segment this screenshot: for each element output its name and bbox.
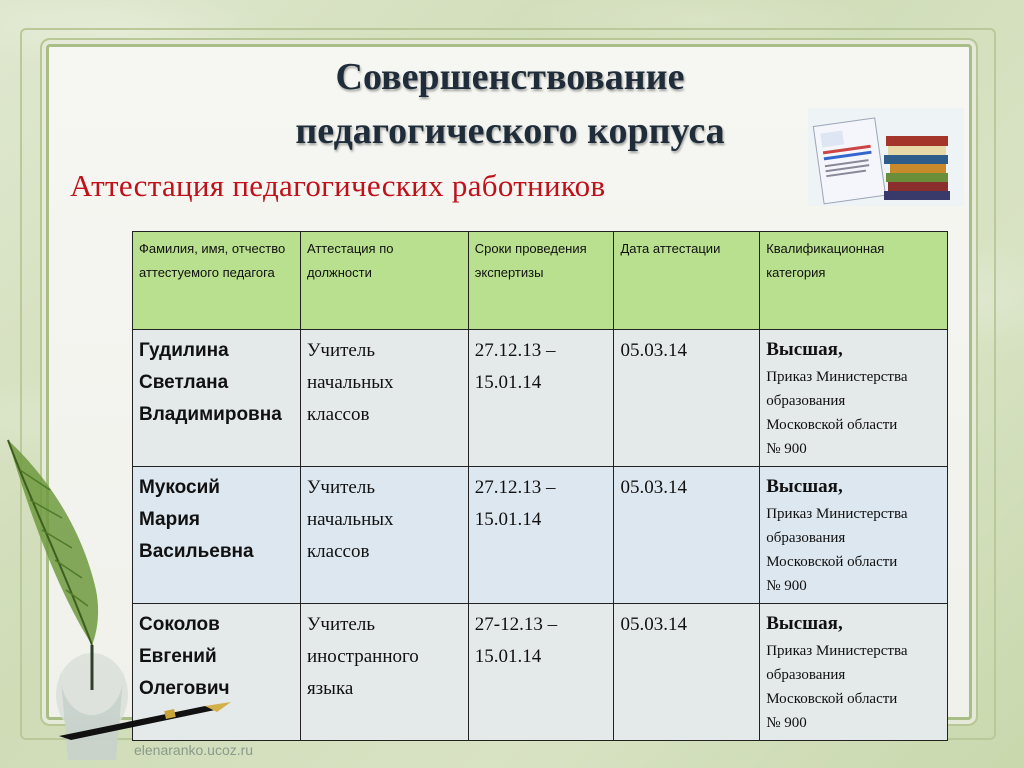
teacher-position (300, 330, 468, 467)
attestation-table (132, 231, 948, 741)
order-line: образования (766, 393, 846, 409)
table-row (133, 467, 948, 604)
name-part: Васильевна (139, 541, 254, 562)
position-part: иностранного (306, 646, 419, 667)
name-part: Гудилина (139, 340, 229, 361)
name-part: Евгений (139, 646, 217, 667)
header-name: Фамилия, имя, отчество аттестуемого педагога (133, 232, 301, 330)
slide-title (230, 50, 790, 158)
table-row (133, 330, 948, 467)
position-part: Учитель (306, 477, 375, 498)
expertise-period (468, 604, 614, 741)
slide-subtitle: Аттестация педагогических работников (70, 168, 606, 203)
title-line-2: педагогического корпуса (295, 110, 725, 152)
period-end: 15.01.14 (474, 372, 542, 393)
name-part: Соколов (139, 614, 220, 635)
footer-site: elenaranko.ucoz.ru (134, 742, 254, 758)
period-start: 27.12.13 – (474, 477, 556, 498)
header-category: Квалификационная категория (760, 232, 948, 330)
period-end: 15.01.14 (474, 646, 542, 667)
expertise-period (468, 467, 614, 604)
order-line: Приказ Министерства (766, 506, 908, 522)
position-part: Учитель (306, 614, 375, 635)
table-header-row (133, 232, 948, 330)
qualification-category (760, 604, 948, 741)
order-line: образования (766, 530, 846, 546)
teacher-name (133, 467, 301, 604)
teacher-position (300, 604, 468, 741)
period-start: 27-12.13 – (474, 614, 558, 635)
name-part: Мукосий (139, 477, 220, 498)
teacher-name (133, 330, 301, 467)
position-part: начальных (306, 509, 394, 530)
position-part: начальных (306, 372, 394, 393)
order-number: № 900 (766, 578, 807, 594)
period-end: 15.01.14 (474, 509, 542, 530)
table-row (133, 604, 948, 741)
order-line: Московской области (766, 417, 898, 433)
position-part: классов (306, 541, 370, 562)
teacher-position (300, 467, 468, 604)
position-part: Учитель (306, 340, 375, 361)
expertise-period (468, 330, 614, 467)
name-part: Мария (139, 509, 200, 530)
period-start: 27.12.13 – (474, 340, 556, 361)
category-name: Высшая, (766, 613, 843, 634)
name-part: Владимировна (139, 404, 282, 425)
order-number: № 900 (766, 441, 807, 457)
attestation-date: 05.03.14 (614, 604, 760, 741)
category-name: Высшая, (766, 339, 843, 360)
fountain-pen-icon (55, 700, 235, 740)
qualification-category (760, 330, 948, 467)
position-part: языка (306, 678, 354, 699)
attestation-date: 05.03.14 (614, 467, 760, 604)
books-stack-icon (808, 108, 964, 206)
header-date: Дата аттестации (614, 232, 760, 330)
name-part: Олегович (139, 678, 230, 699)
title-line-1: Совершенствование (335, 56, 685, 98)
header-period: Сроки проведения экспертизы (468, 232, 614, 330)
order-line: Московской области (766, 691, 898, 707)
header-position: Аттестация по должности (300, 232, 468, 330)
order-line: Московской области (766, 554, 898, 570)
name-part: Светлана (139, 372, 229, 393)
category-name: Высшая, (766, 476, 843, 497)
order-line: Приказ Министерства (766, 643, 908, 659)
qualification-category (760, 467, 948, 604)
position-part: классов (306, 404, 370, 425)
attestation-date: 05.03.14 (614, 330, 760, 467)
order-number: № 900 (766, 715, 807, 731)
order-line: образования (766, 667, 846, 683)
order-line: Приказ Министерства (766, 369, 908, 385)
